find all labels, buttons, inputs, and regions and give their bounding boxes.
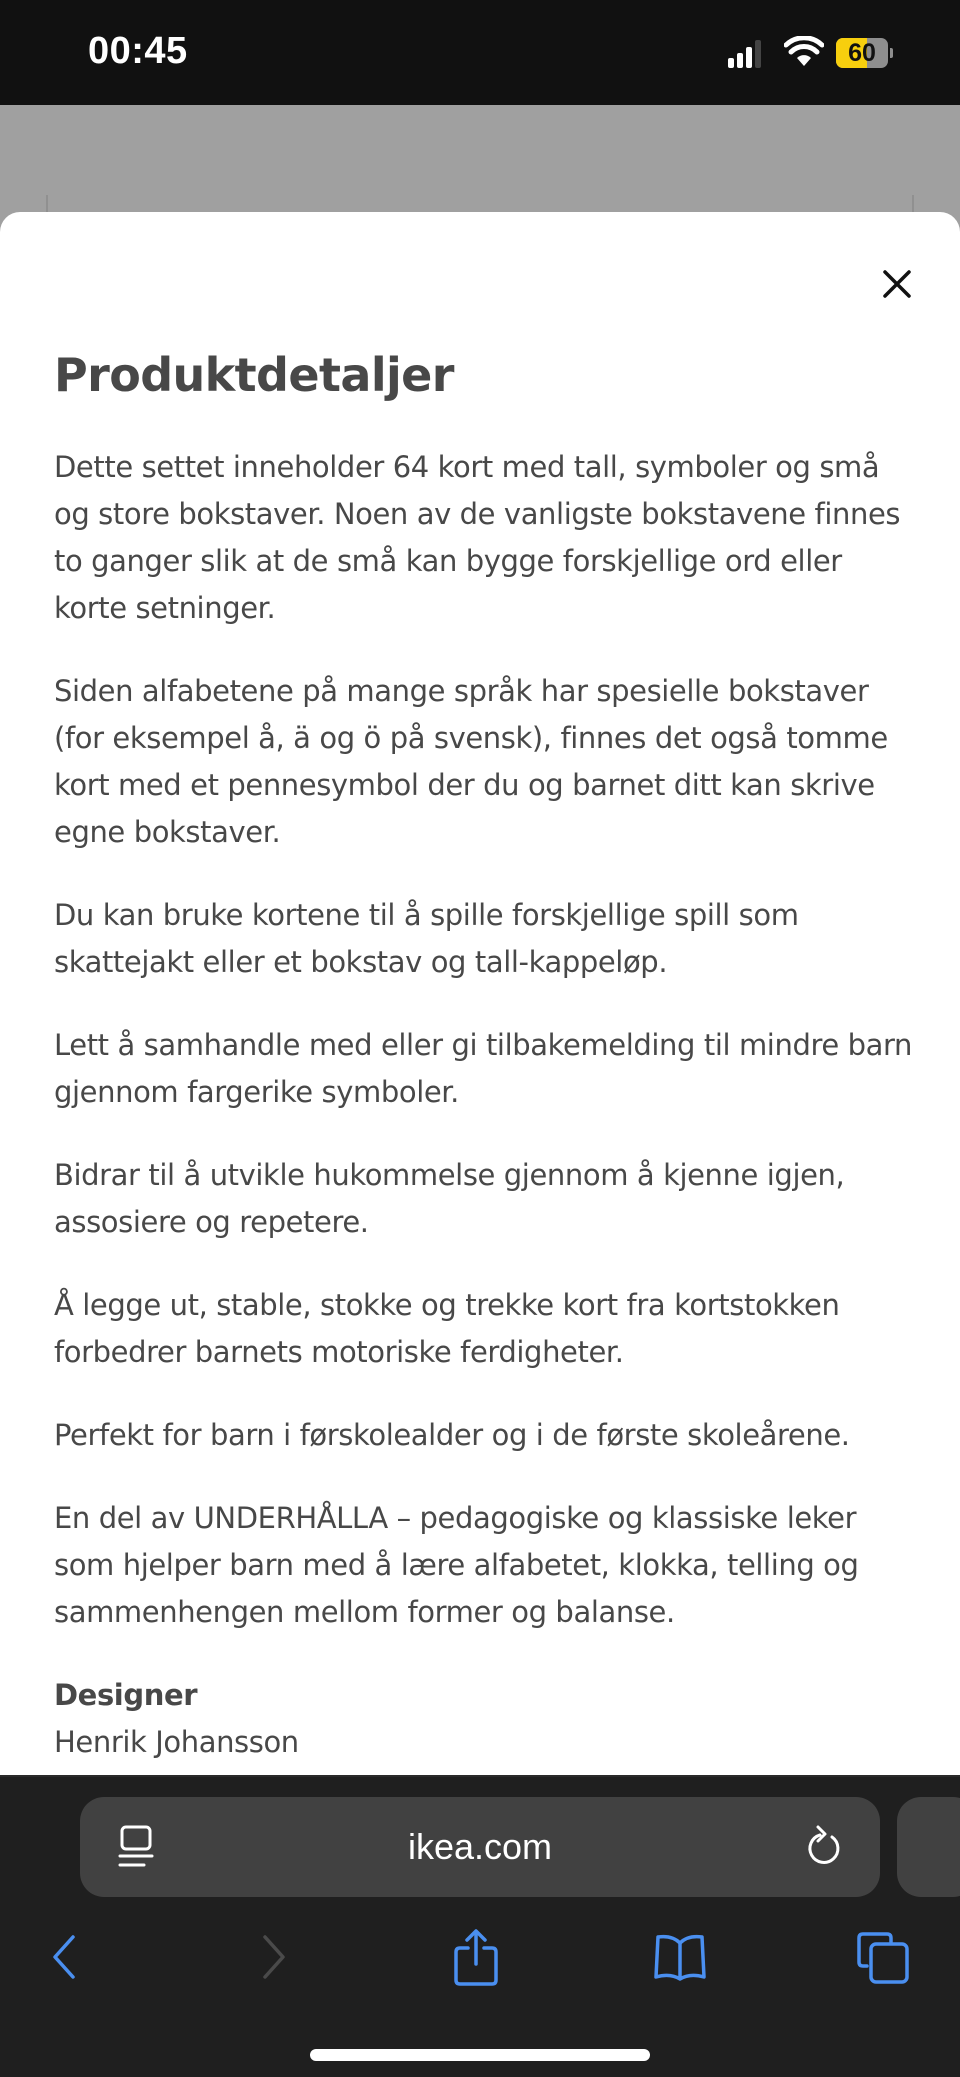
forward-chevron-icon (259, 1934, 289, 1980)
designer-label: Designer (54, 1678, 198, 1712)
back-button[interactable] (24, 1917, 104, 1997)
close-icon (882, 269, 912, 299)
sheet-title: Produktdetaljer (54, 348, 454, 402)
tabs-button[interactable] (844, 1917, 924, 1997)
description-paragraph: Å legge ut, stable, stokke og trekke kort fra kortstokken forbedrer barnets motoriske ferdigheter. (54, 1288, 840, 1369)
bookmarks-book-icon (652, 1933, 708, 1981)
share-icon (452, 1928, 500, 1986)
status-time: 00:45 (88, 30, 188, 72)
product-description (54, 444, 914, 1766)
status-bar (0, 0, 960, 105)
description-paragraph: Lett å samhandle med eller gi tilbakemelding til mindre barn gjennom fargerike symboler. (54, 1028, 912, 1109)
description-paragraph: En del av UNDERHÅLLA – pedagogiske og klassiske leker som hjelper barn med å lære alfabetet, klokka, telling og sammenhengen mellom former og balanse. (54, 1501, 859, 1629)
description-paragraph: Siden alfabetene på mange språk har spesielle bokstaver (for eksempel å, ä og ö på svensk), finnes det også tomme kort med et pennesymbol der du og barnet ditt kan skrive egne bokstaver. (54, 674, 888, 849)
description-paragraph: Bidrar til å utvikle hukommelse gjennom å kjenne igjen, assosiere og repetere. (54, 1158, 845, 1239)
description-paragraph: Du kan bruke kortene til å spille forskjellige spill som skattejakt eller et bokstav og tall-kappeløp. (54, 898, 799, 979)
wifi-icon (784, 36, 824, 68)
next-tab-peek[interactable] (897, 1797, 960, 1897)
share-button[interactable] (436, 1917, 516, 1997)
battery-tip (890, 48, 893, 58)
home-indicator[interactable] (310, 2049, 650, 2061)
close-button[interactable] (870, 257, 924, 311)
browser-toolbar (0, 1775, 960, 2077)
forward-button[interactable] (234, 1917, 314, 1997)
address-bar[interactable] (80, 1797, 880, 1897)
back-chevron-icon (49, 1934, 79, 1980)
description-paragraph: Dette settet inneholder 64 kort med tall, symboler og små og store bokstaver. Noen av de vanligste bokstavene finnes to ganger slik at de små kan bygge forskjellige ord eller korte setninger. (54, 450, 901, 625)
signal-icon (728, 40, 762, 68)
battery-level: 60 (848, 39, 876, 67)
tabs-icon (857, 1930, 911, 1984)
battery-icon (836, 38, 888, 68)
designer-name: Henrik Johansson (54, 1725, 299, 1759)
url-text[interactable]: ikea.com (407, 1826, 553, 1867)
bookmarks-button[interactable] (640, 1917, 720, 1997)
product-details-sheet (0, 212, 960, 1777)
reload-icon[interactable] (806, 1823, 846, 1869)
description-paragraph: Perfekt for barn i førskolealder og i de første skoleårene. (54, 1418, 850, 1452)
